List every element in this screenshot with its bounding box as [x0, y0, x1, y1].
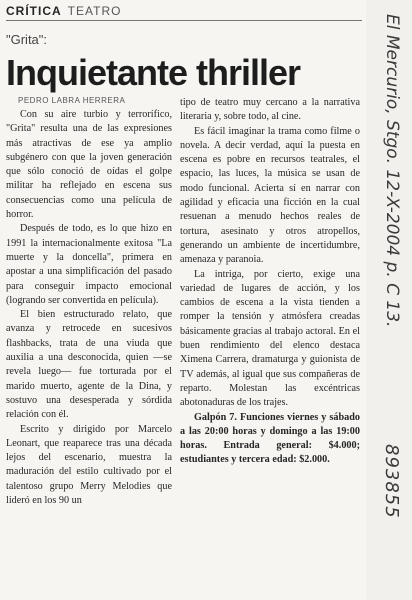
paragraph: Con su aire turbio y terrorífico, "Grita" resulta una de las expresiones más atractivas de ese ya amplio subgénero con que la joven generación que sólo conoció de oídas el golpe militar ha reflejado en escena sus consecuencias como una película de horror. — [6, 109, 172, 221]
headline: Inquietante thriller — [6, 52, 301, 93]
handwritten-id-number: 893855 — [381, 444, 402, 519]
subsection-label: TEATRO — [67, 4, 122, 18]
handwritten-source-note: El Mercurio, Stgo. 12-X-2004 p. C 13. — [382, 14, 402, 328]
paragraph: El bien estructurado relato, que avanza y retrocede en sucesivos flashbacks, trata de una viuda que auxilia a una desconocida, quien —se revela luego— fue torturada por el marido muerto, agente de la Dina, y sostuvo una desesperada y sórdida relación con él. — [6, 309, 172, 421]
handwritten-margin — [372, 8, 408, 588]
paragraph: Es fácil imaginar la trama como filme o novela. A decir verdad, aquí la puesta en escena es pobre en recursos teatrales, el espacio, las luces, la música se usan de modo funcional. Acierta sí en narrar con agilidad y eficacia una ficción en la cual resuenan a menudo hechos reales de tortura, asesinato y otros atropellos, generando un ambiente de incertidumbre, amenaza y paranoia. — [180, 125, 360, 266]
section-header — [6, 4, 121, 18]
play-title: "Grita": — [6, 32, 48, 47]
byline: PEDRO LABRA HERRERA — [18, 96, 126, 105]
section-label: CRÍTICA — [6, 4, 62, 18]
paragraph: Escrito y dirigido por Marcelo Leonart, que reaparece tras una década lejos del escenario, muestra la maduración del estilo cultivado por el talentoso grupo Merry Melodies que lideró en los 90 un — [6, 423, 172, 507]
paragraph: tipo de teatro muy cercano a la narrativa literaria y, sobre todo, al cine. — [180, 97, 360, 123]
show-info: Galpón 7. Funciones viernes y sábado a las 20:00 horas y domingo a las 19:00 horas. Entrada general: $4.000; estudiantes y tercera edad: $2.000. — [180, 411, 360, 466]
header-rule — [6, 20, 362, 21]
paragraph: Después de todo, es lo que hizo en 1991 la internacionalmente exitosa "La muerte y la doncella", primera en apostar a una simplificación del pasado para conseguir impacto emocional (logrando ser convertida en película). — [6, 223, 172, 306]
column-right — [180, 96, 360, 586]
paragraph: La intriga, por cierto, exige una variedad de lugares de acción, y los cambios de escena a la vista tienden a romper la tensión y atmósfera creadas básicamente gracias al trabajo actoral. En el buen rendimiento del elenco destaca Ximena Carrera, dramaturga y guionista de TV además, al igual que sus compañeras de reparto. Molestan las excéntricas abotonaduras de los trajes. — [180, 268, 360, 409]
column-left — [6, 108, 172, 598]
